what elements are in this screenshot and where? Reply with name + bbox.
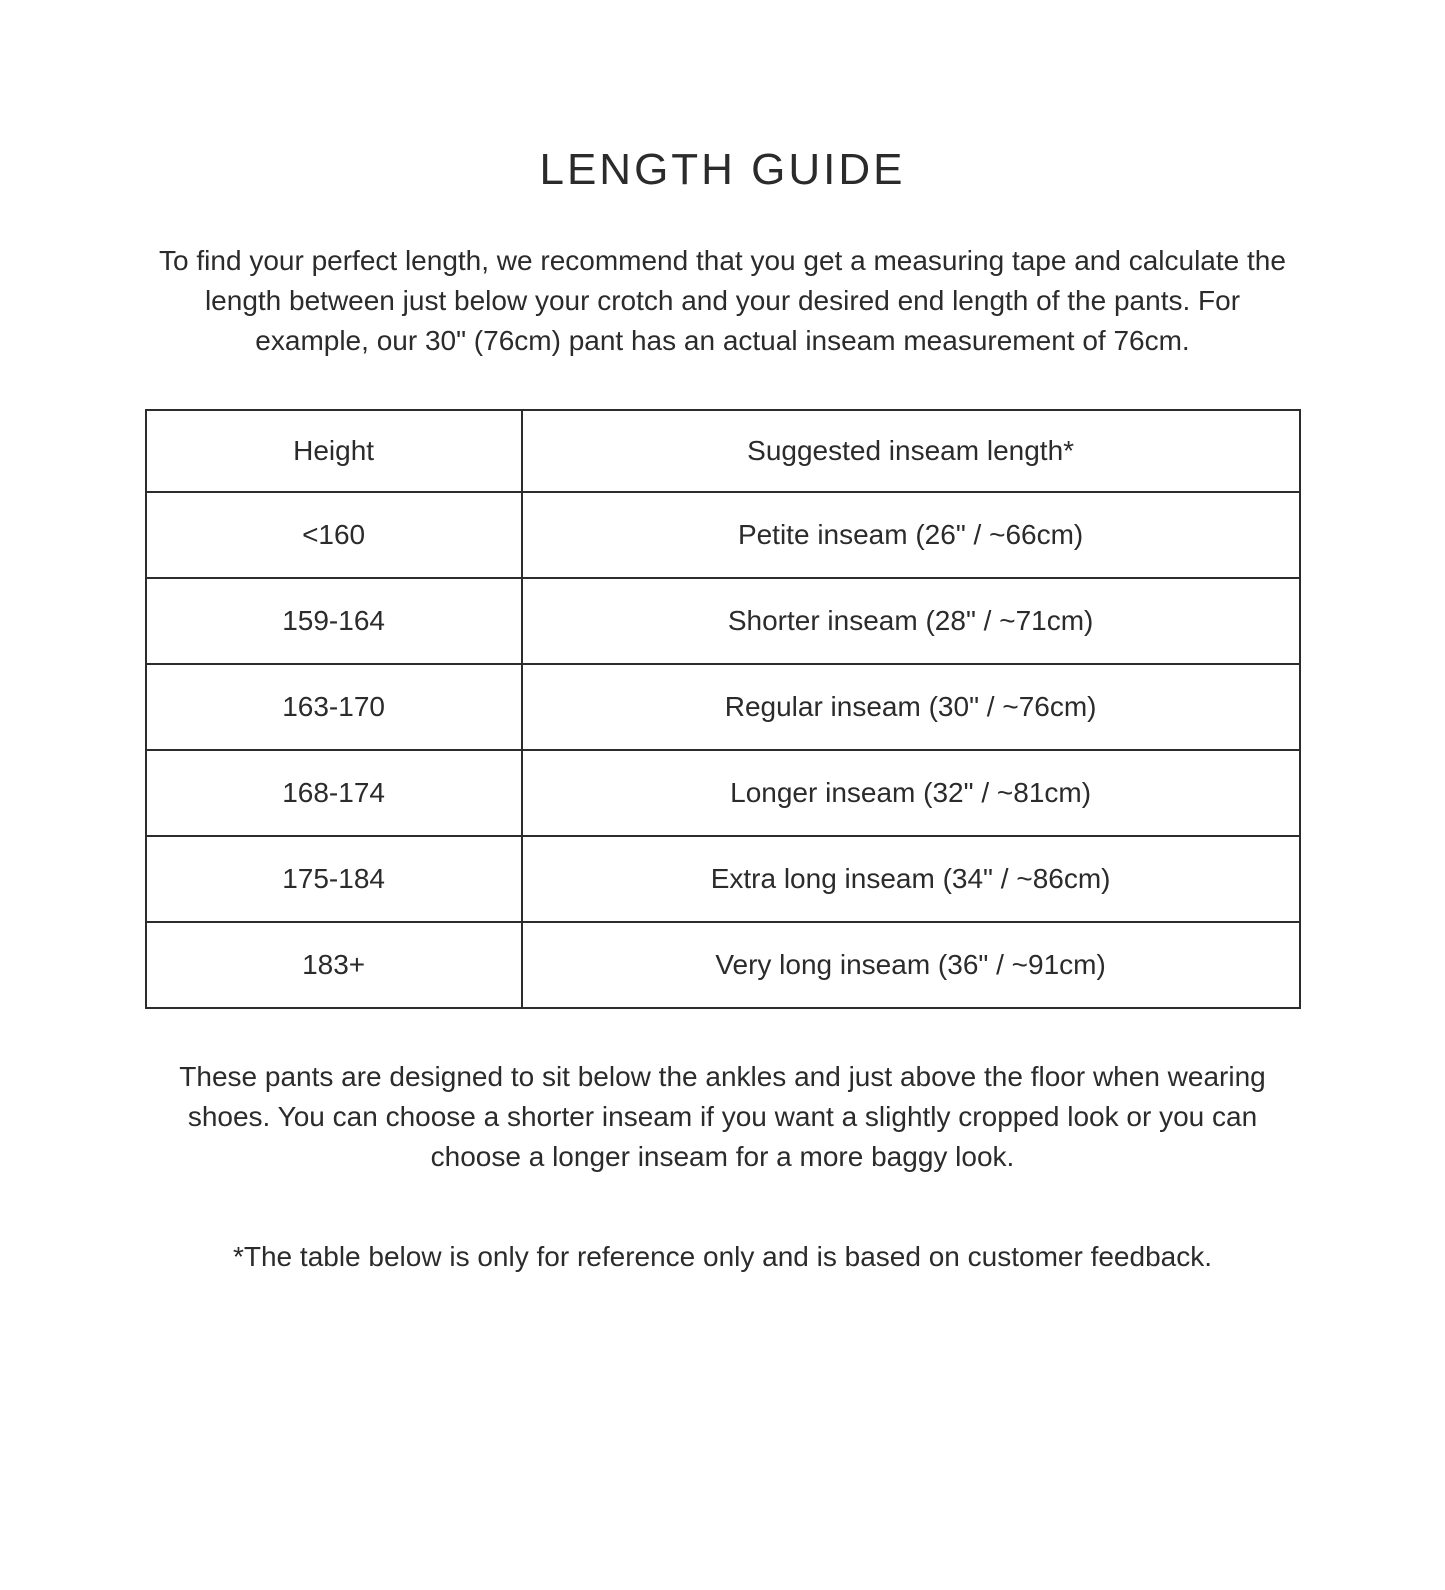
table-row xyxy=(146,578,1300,664)
height-cell: 159-164 xyxy=(146,578,522,664)
height-cell: 168-174 xyxy=(146,750,522,836)
inseam-cell: Shorter inseam (28" / ~71cm) xyxy=(522,578,1300,664)
intro-paragraph: To find your perfect length, we recommend that you get a measuring tape and calculate the length between just below your crotch and your desired end length of the pants. For example, our 30" (76cm) pant has an actual inseam measurement of 76cm. xyxy=(159,245,1286,356)
length-guide-page xyxy=(145,145,1301,1277)
height-cell: <160 xyxy=(146,492,522,578)
inseam-column-header: Suggested inseam length* xyxy=(522,410,1300,492)
inseam-cell: Very long inseam (36" / ~91cm) xyxy=(522,922,1300,1008)
inseam-cell: Extra long inseam (34" / ~86cm) xyxy=(522,836,1300,922)
length-guide-table xyxy=(145,409,1301,1009)
table-row xyxy=(146,492,1300,578)
table-row xyxy=(146,664,1300,750)
height-column-header: Height xyxy=(146,410,522,492)
page-title: LENGTH GUIDE xyxy=(539,145,906,194)
reference-note-paragraph: *The table below is only for reference only and is based on customer feedback. xyxy=(232,1241,1212,1272)
table-row xyxy=(146,922,1300,1008)
table-header-row xyxy=(146,410,1300,492)
inseam-cell: Regular inseam (30" / ~76cm) xyxy=(522,664,1300,750)
table-row xyxy=(146,836,1300,922)
table-row xyxy=(146,750,1300,836)
inseam-cell: Petite inseam (26" / ~66cm) xyxy=(522,492,1300,578)
inseam-cell: Longer inseam (32" / ~81cm) xyxy=(522,750,1300,836)
height-cell: 163-170 xyxy=(146,664,522,750)
height-cell: 183+ xyxy=(146,922,522,1008)
height-cell: 175-184 xyxy=(146,836,522,922)
fit-note-paragraph: These pants are designed to sit below the ankles and just above the floor when wearing shoes. You can choose a shorter inseam if you want a slightly cropped look or you can choose a longer inseam for a more baggy look. xyxy=(179,1061,1266,1172)
